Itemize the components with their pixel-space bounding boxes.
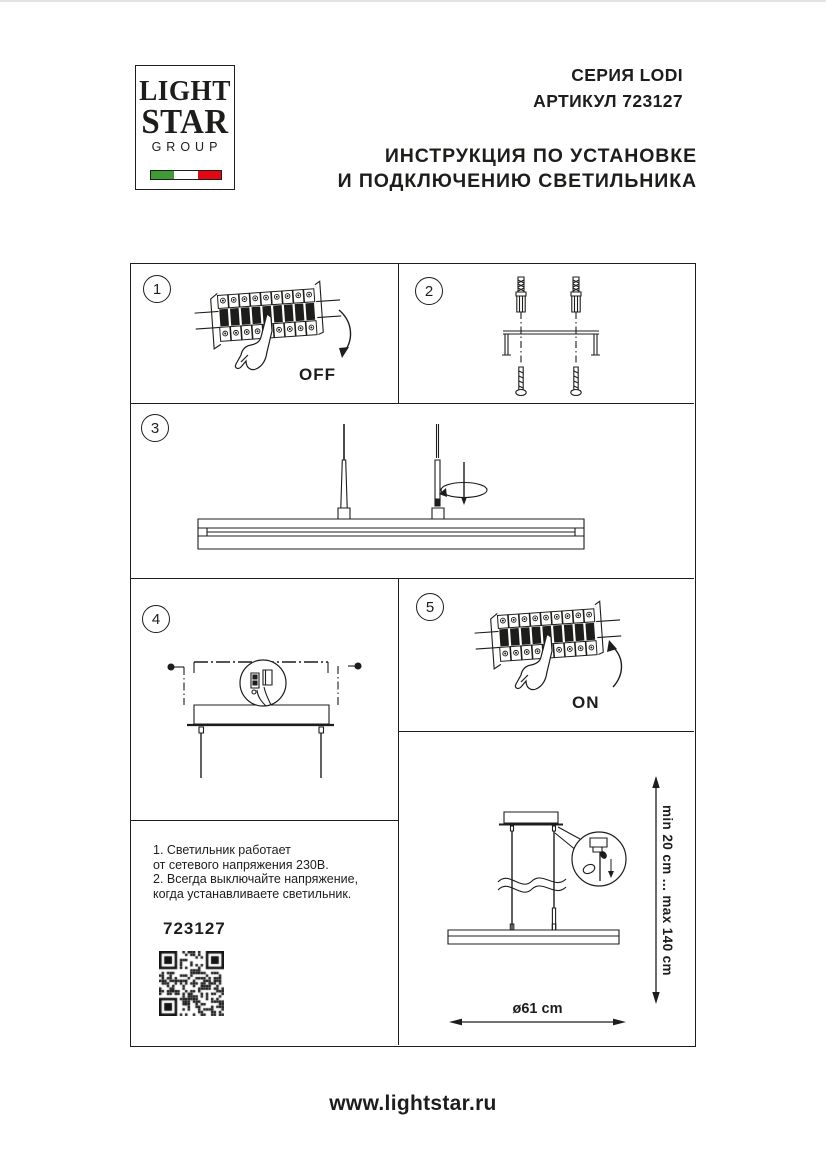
step-1-panel — [131, 264, 398, 403]
canopy — [504, 812, 558, 823]
step-3-number: 3 — [150, 419, 160, 437]
qr-code — [159, 951, 224, 1016]
breaker-off-illustration — [131, 264, 398, 403]
series-block — [533, 62, 683, 114]
width-dimension-arrow — [449, 1019, 626, 1026]
wiring-detail-magnifier — [240, 660, 286, 706]
diameter-label: ø61 cm — [512, 1001, 563, 1017]
hardware-illustration — [399, 264, 694, 403]
article-number: АРТИКУЛ 723127 — [533, 91, 683, 111]
rotation-arrow-icon — [439, 462, 487, 505]
ceiling-mount-illustration — [131, 579, 398, 820]
website-url: www.lightstar.ru — [329, 1092, 497, 1115]
fixture-bar — [448, 924, 619, 944]
screw-right — [571, 367, 581, 396]
wall-anchor-left — [516, 277, 526, 312]
off-label: OFF — [299, 365, 336, 384]
pendant-dimensions-illustration — [399, 732, 694, 1045]
lightstar-logo — [135, 65, 235, 190]
article-code: 723127 — [163, 919, 226, 938]
note-line-3: 2. Всегда выключайте напряжение, — [153, 872, 359, 887]
rotate-down-arrow-icon — [339, 310, 351, 358]
fixture-rods-illustration — [131, 404, 694, 578]
title-line-1: ИНСТРУКЦИЯ ПО УСТАНОВКЕ — [384, 145, 697, 167]
step-4-badge — [142, 605, 170, 633]
page-title — [338, 144, 697, 194]
scan-edge — [0, 0, 826, 2]
canopy — [194, 705, 329, 724]
step-2-badge — [415, 277, 443, 305]
step-4-number: 4 — [151, 610, 161, 628]
note-line-1: 1. Светильник работает — [153, 843, 291, 857]
note-line-2: от сетевого напряжения 230В. — [153, 857, 329, 872]
rotate-up-arrow-icon — [607, 640, 622, 687]
italian-flag-icon — [150, 170, 222, 180]
flag-green-stripe — [151, 171, 174, 179]
step-1-number: 1 — [152, 280, 162, 298]
logo-word-star: STAR — [141, 102, 229, 141]
steps-grid — [130, 263, 696, 1047]
on-label: ON — [572, 693, 600, 712]
wall-anchor-right — [571, 277, 581, 312]
step-3-badge — [141, 414, 169, 442]
safety-notes — [153, 843, 358, 901]
step-2-panel — [399, 264, 694, 403]
mounting-bracket — [502, 331, 600, 355]
series-name: СЕРИЯ LODI — [571, 65, 683, 85]
step-5-badge — [416, 593, 444, 621]
step-3-panel — [131, 404, 694, 578]
step-5-panel — [399, 579, 694, 731]
height-dimension-arrow — [652, 776, 659, 1004]
step-5-number: 5 — [425, 598, 435, 616]
logo-word-light: LIGHT — [139, 75, 231, 107]
cable-lock-magnifier — [555, 827, 626, 886]
flag-red-stripe — [198, 171, 221, 179]
logo-word-group: GROUP — [151, 140, 223, 154]
fixture-bar — [198, 519, 584, 549]
title-line-2: И ПОДКЛЮЧЕНИЮ СВЕТИЛЬНИКА — [337, 170, 697, 192]
step-4-panel — [131, 579, 398, 820]
flag-white-stripe — [174, 171, 197, 179]
step-1-badge — [143, 275, 171, 303]
step-2-number: 2 — [424, 282, 434, 300]
note-line-4: когда устанавливаете светильник. — [153, 886, 352, 901]
screw-left — [516, 367, 526, 396]
notes-panel — [131, 821, 398, 1045]
height-range-label: min 20 cm ... max 140 cm — [660, 804, 675, 976]
dimensions-panel — [399, 732, 694, 1045]
